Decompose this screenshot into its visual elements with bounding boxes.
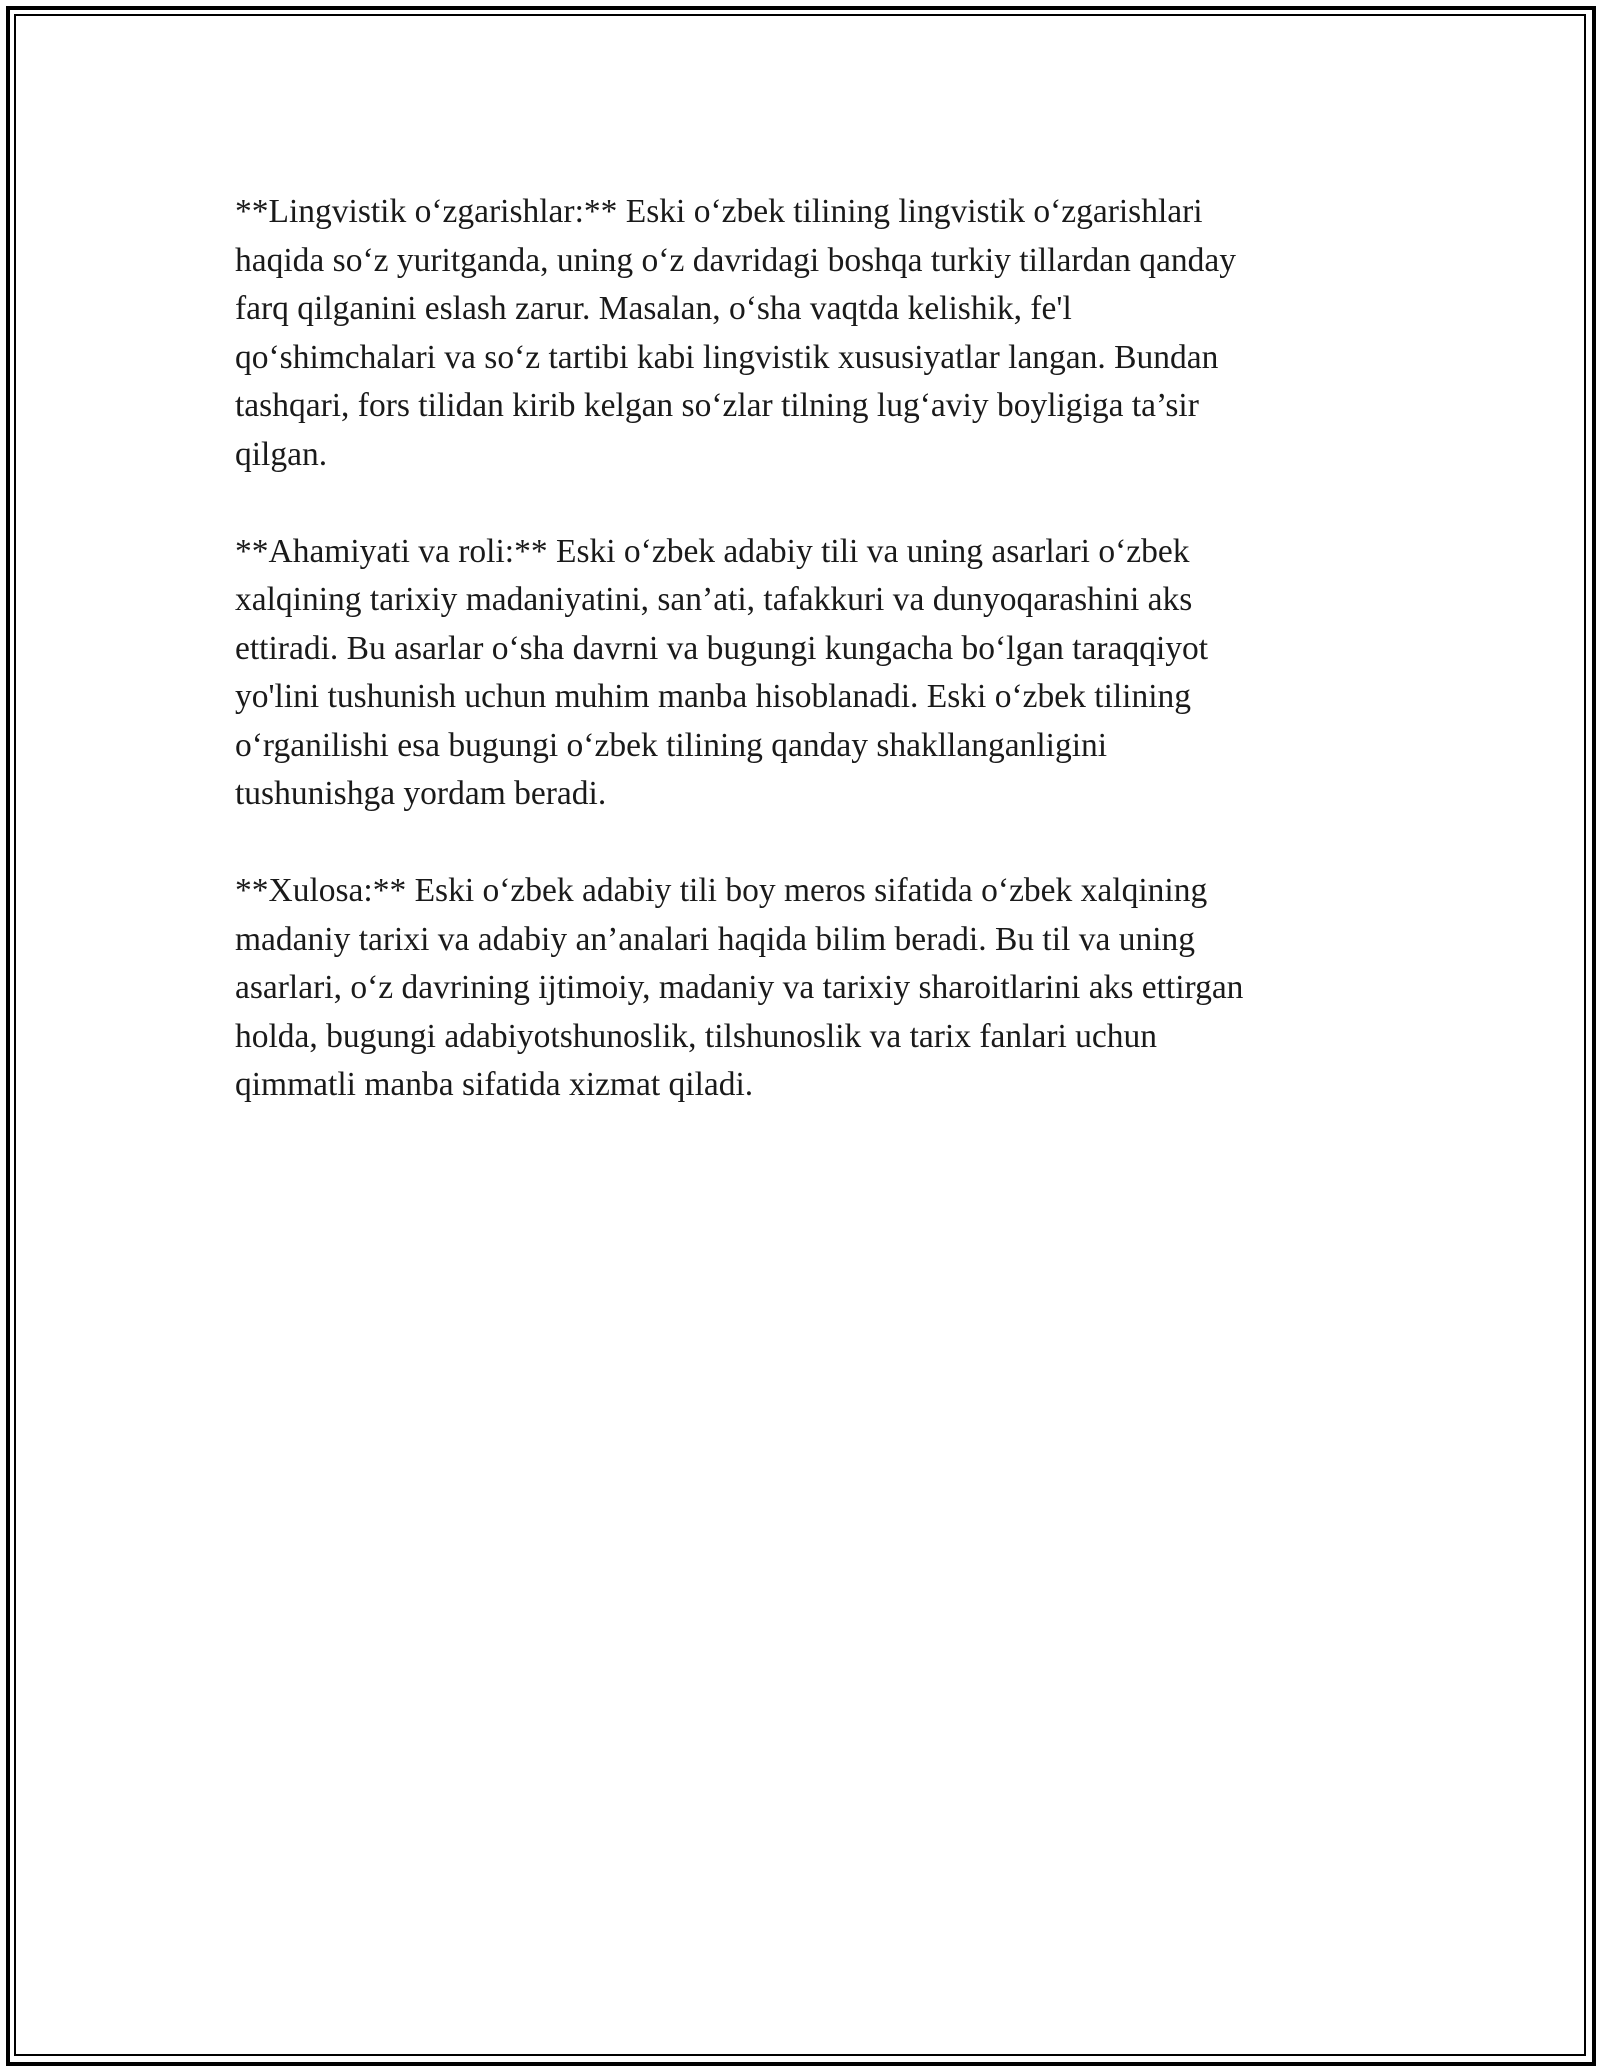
document-body [235, 188, 1355, 1158]
paragraph-conclusion: **Xulosa:** Eski o‘zbek adabiy tili boy meros sifatida o‘zbek xalqining madaniy tarixi va adabiy an’analari haqida bilim beradi. Bu til va uning asarlari, o‘z davrining ijtimoiy, madaniy va tarixiy sharoitlarini aks ettirgan holda, bugungi adabiyotshunoslik, tilshunoslik va tarix fanlari uchun qimmatli manba sifatida xizmat qiladi. [235, 872, 1244, 1103]
paragraph-importance-and-role: **Ahamiyati va roli:** Eski o‘zbek adabiy tili va uning asarlari o‘zbek xalqining tarixiy madaniyatini, san’ati, tafakkuri va dunyoqarashini aks ettiradi. Bu asarlar o‘sha davrni va bugungi kungacha bo‘lgan taraqqiyot yo'lini tushunish uchun muhim manba hisoblanadi. Eski o‘zbek tilining o‘rganilishi esa bugungi o‘zbek tilining qanday shakllanganligini tushunishga yordam beradi. [235, 532, 1209, 812]
paragraph-linguistic-changes: **Lingvistik o‘zgarishlar:** Eski o‘zbek tilining lingvistik o‘zgarishlari haqida so‘z yuritganda, uning o‘z davridagi boshqa turkiy tillardan qanday farq qilganini eslash zarur. Masalan, o‘sha vaqtda kelishik, fe'l qo‘shimchalari va so‘z tartibi kabi lingvistik xususiyatlar langan. Bundan tashqari, fors tilidan kirib kelgan so‘zlar tilning lug‘aviy boyligiga ta’sir qilgan. [235, 193, 1236, 473]
